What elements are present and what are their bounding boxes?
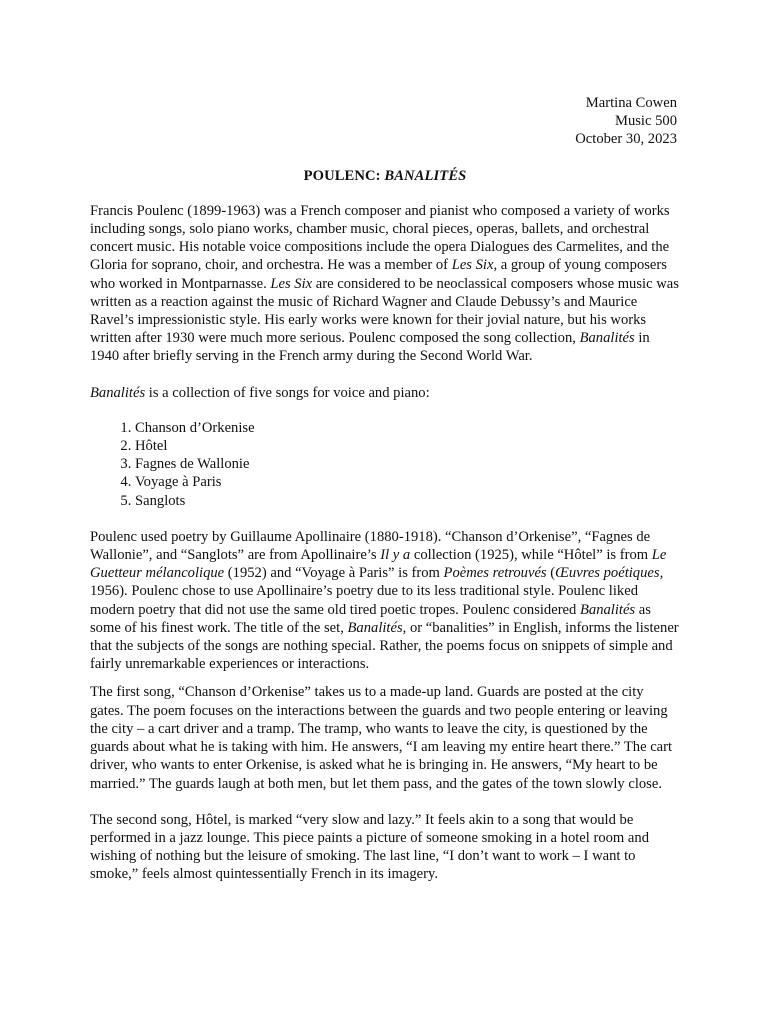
paragraph-text: collection (1925), while “Hôtel” is from <box>410 547 652 564</box>
paragraph-text: are considered to be neoclassical composers whose music was written as a reaction against the music of Richard Wagner and Claude Debussy’s and Maurice Ravel’s impressionistic style. His early works were known for their jovial nature, but his works written after 1930 were much more serious. Poulenc composed the song collection, <box>90 275 679 347</box>
paragraph-second-song: The second song, Hôtel, is marked “very slow and lazy.” It feels akin to a song that would be performed in a jazz lounge. This piece paints a picture of someone smoking in a hotel room and wishing of nothing but the leisure of smoking. The last line, “I don’t want to work – I want to smoke,” feels almost quintessentially French in its imagery. <box>90 811 649 883</box>
paragraph-text: 1956). Poulenc chose to use Apollinaire’s poetry due to its less traditional style. Poulenc liked modern poetry that did not use the same old tired poetic tropes. Poulenc considered <box>90 583 638 618</box>
paragraph-first-song: The first song, “Chanson d’Orkenise” takes us to a made-up land. Guards are posted at the city gates. The poem focuses on the interactions between the guards and two people entering or leaving the city – a cart driver and a tramp. The tramp, who wants to leave the city, is questioned by the guards about what he is taking with him. He answers, “I am leaving my entire heart there.” The cart driver, who wants to enter Orkenise, is asked what he is bringing in. He answers, “My heart to be married.” The guards laugh at both men, but let them pass, and the gates of the town slowly close. <box>90 684 673 792</box>
list-item: 1. Chanson d’Orkenise <box>135 419 680 437</box>
list-item: 5. Sanglots <box>135 492 680 510</box>
italic-text: Banalités <box>90 384 146 401</box>
italic-text: Le Guetteur mélancolique <box>90 547 667 582</box>
paragraph-text: a group of young composers who worked in Montparnasse. <box>90 257 667 292</box>
paragraph-text: , or “banalities” in English, informs the listener that the subjects of the songs are nothing special. Rather, the poems focus on snippets of simple and fairly unremarkable experiences or interactions. <box>90 619 679 673</box>
author-name: Martina Cowen <box>585 95 677 111</box>
song-list <box>90 419 680 510</box>
italic-text: Il y a <box>380 547 411 564</box>
paragraph-text: Francis Poulenc (1899-1963) was a French composer and pianist who composed a variety of works including songs, solo piano works, chamber music, choral pieces, operas, ballets, and orchestral concert music. His notable voice compositions include the opera Dialogues des Carmelites, and the Gloria for soprano, choir, and orchestra. He was a member of <box>90 202 670 274</box>
paragraph-text: (1952) and “Voyage à Paris” is from <box>224 565 444 582</box>
italic-text: Banalités <box>347 619 403 636</box>
paragraph-intro <box>90 202 680 366</box>
italic-text: Banalités <box>579 330 635 347</box>
italic-text: Les Six <box>270 275 313 292</box>
italic-text: Les Six, <box>451 257 498 274</box>
document-page <box>90 94 680 884</box>
list-item: 4. Voyage à Paris <box>135 473 680 491</box>
paragraph-text: is a collection of five songs for voice and piano: <box>145 384 430 401</box>
course-name: Music 500 <box>614 113 677 130</box>
paragraph-text: in 1940 after briefly serving in the French army during the Second World War. <box>90 330 650 365</box>
paragraph-collection <box>90 384 680 402</box>
paragraph-text: ( <box>546 565 556 582</box>
italic-text: Œuvres poétiques, <box>555 565 664 582</box>
title-prefix: POULENC: <box>303 167 385 184</box>
italic-text: Banalités <box>579 601 636 618</box>
document-title <box>90 167 680 185</box>
document-header <box>90 94 677 149</box>
paragraph-poetry <box>90 528 680 674</box>
list-item: 3. Fagnes de Wallonie <box>135 455 680 473</box>
list-item: 2. Hôtel <box>135 437 680 455</box>
title-italic: BANALITÉS <box>384 167 467 184</box>
italic-text: Poèmes retrouvés <box>443 565 547 582</box>
paragraph-text: Poulenc used poetry by Guillaume Apollinaire (1880-1918). “Chanson d’Orkenise”, “Fagnes de Wallonie”, and “Sanglots” are from Apollinaire’s <box>90 528 651 564</box>
paragraph-text: as some of his finest work. The title of the set, <box>90 601 651 636</box>
document-date: October 30, 2023 <box>575 131 677 148</box>
